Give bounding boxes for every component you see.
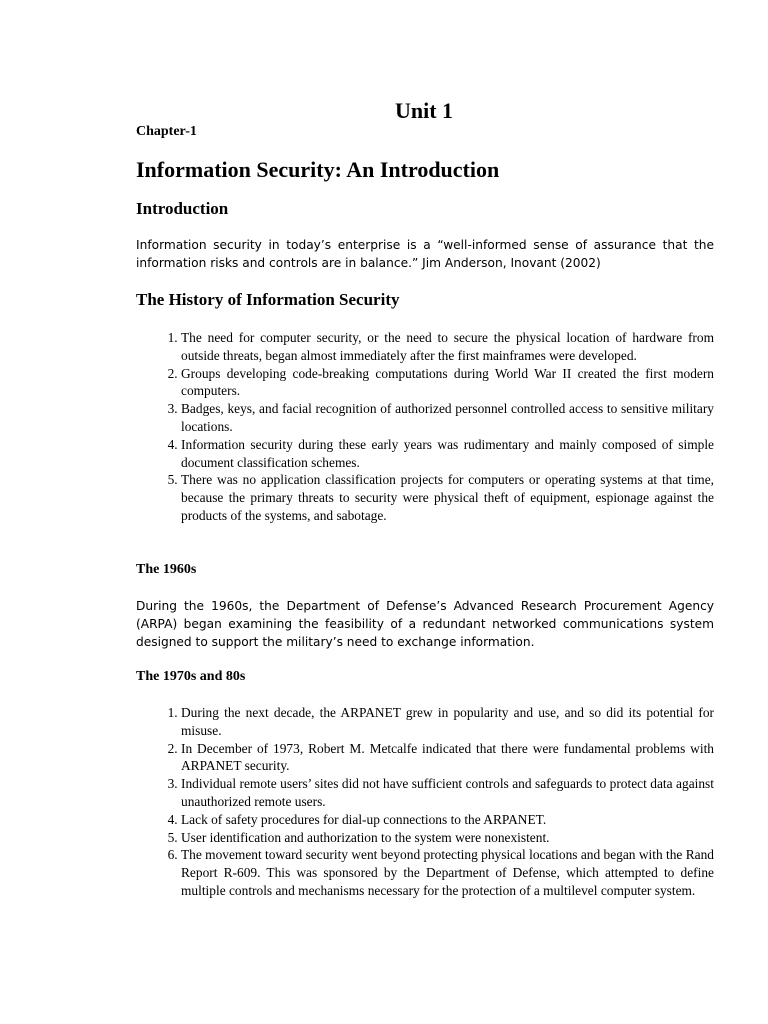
list-item: 1. During the next decade, the ARPANET grew in popularity and use, and so did its potential for misuse. [181,704,714,740]
section-1960s-paragraph: During the 1960s, the Department of Defense’s Advanced Research Procurement Agency (ARPA) began examining the feasibility of a redundant networked communications system designed to support the military’s need to exchange information. [136,599,714,649]
list-item: 2. In December of 1973, Robert M. Metcalfe indicated that there were fundamental problems with ARPANET security. [181,740,714,776]
list-item: 4. Information security during these early years was rudimentary and mainly composed of simple document classification schemes. [181,436,714,472]
unit-title: Unit 1 [394,98,454,123]
list-item: 3. Badges, keys, and facial recognition of authorized personnel controlled access to sensitive military locations. [181,400,714,436]
intro-heading: Introduction [136,199,229,218]
section-1970s-list [136,704,714,900]
history-heading: The History of Information Security [136,290,400,309]
list-item: 3. Individual remote users’ sites did not have sufficient controls and safeguards to protect data against unauthorized remote users. [181,775,714,811]
list-item: 6. The movement toward security went beyond protecting physical locations and began with the Rand Report R-609. This was sponsored by the Department of Defense, which attempted to define multiple controls and mechanisms necessary for the protection of a multilevel computer system. [181,846,714,899]
list-item: 4. Lack of safety procedures for dial-up connections to the ARPANET. [181,811,714,829]
section-1970s-heading: The 1970s and 80s [136,669,246,684]
intro-paragraph: Information security in today’s enterprise is a “well-informed sense of assurance that the information risks and controls are in balance.” Jim Anderson, Inovant (2002) [136,238,714,270]
list-item: 5. There was no application classification projects for computers or operating systems at that time, because the primary threats to security were physical theft of equipment, espionage against the products of the systems, and sabotage. [181,471,714,524]
list-item: 1. The need for computer security, or the need to secure the physical location of hardware from outside threats, began almost immediately after the first mainframes were developed. [181,329,714,365]
list-item: 2. Groups developing code-breaking computations during World War II created the first modern computers. [181,365,714,401]
section-1960s-heading: The 1960s [136,562,197,577]
list-item: 5. User identification and authorization to the system were nonexistent. [181,829,714,847]
history-list [136,329,714,525]
chapter-label: Chapter-1 [136,124,197,139]
document-title: Information Security: An Introduction [136,157,500,182]
